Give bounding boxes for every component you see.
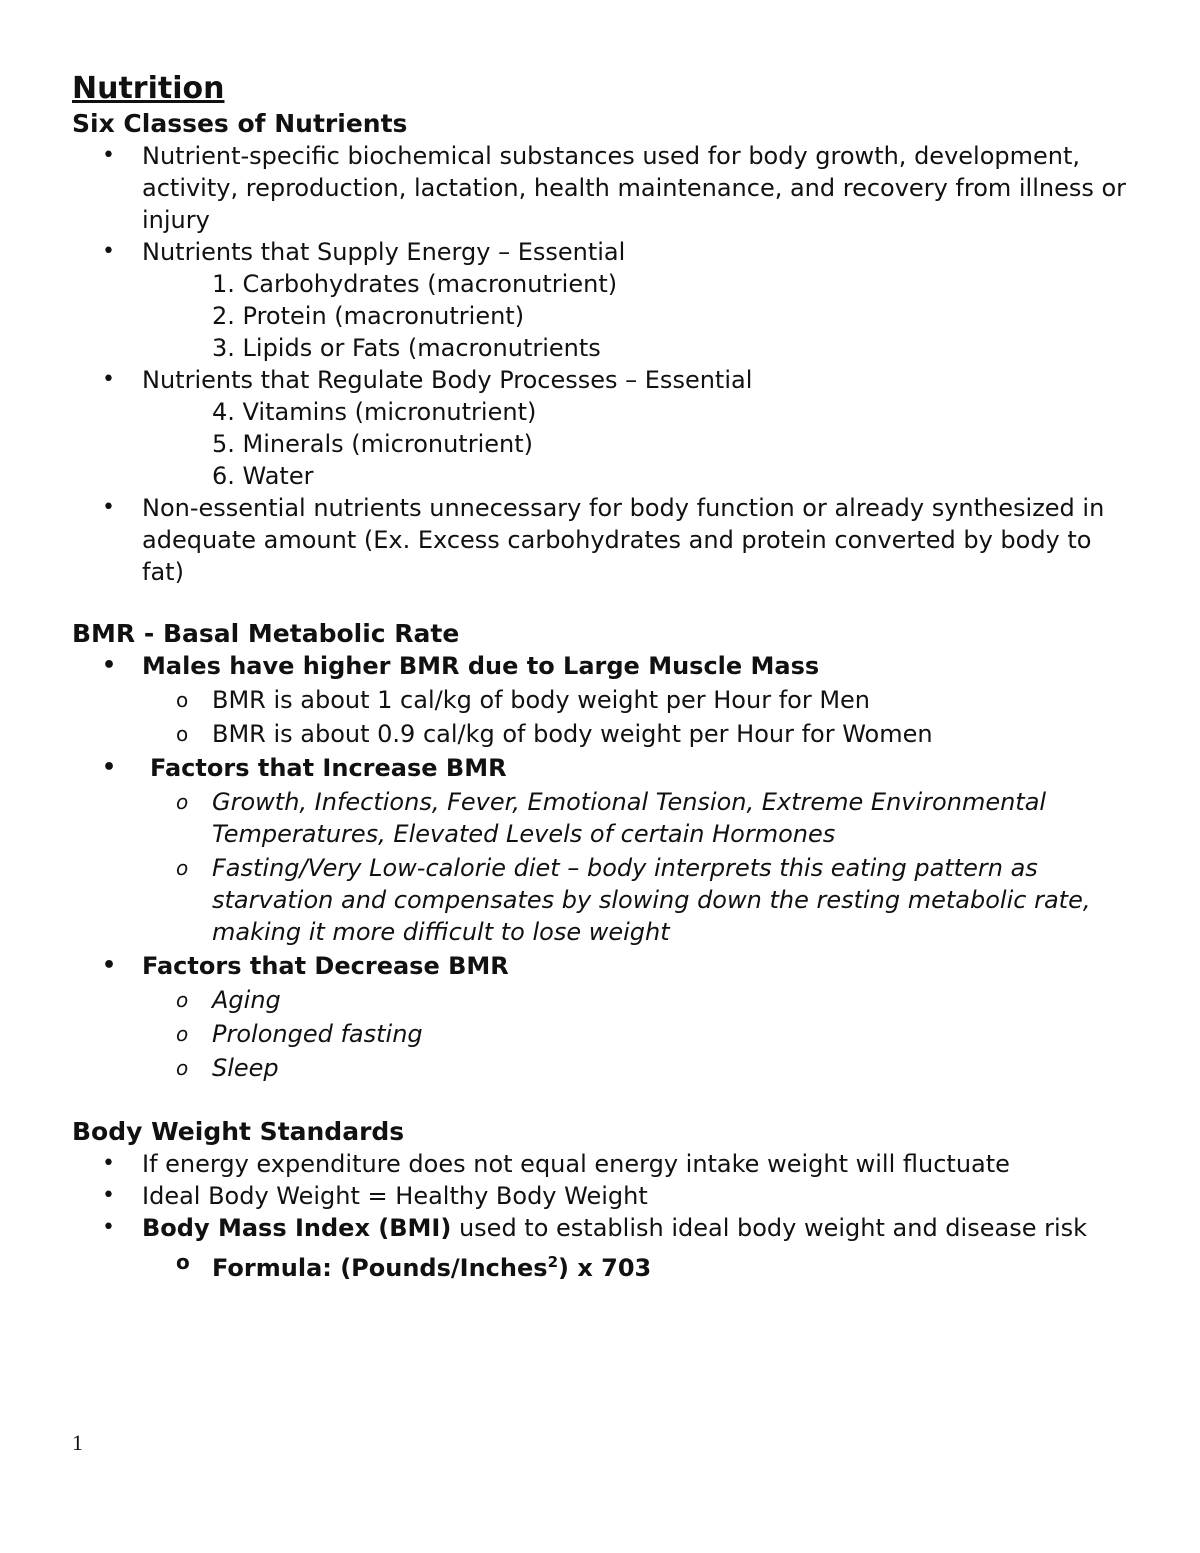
- list-item-text: Factors that Decrease BMR: [142, 952, 509, 980]
- bullet-marker: •: [102, 953, 117, 978]
- bullet-marker: •: [102, 367, 115, 392]
- bullet-marker: •: [102, 239, 115, 264]
- sub-list-item-text: BMR is about 1 cal/kg of body weight per Hour for Men: [212, 686, 871, 714]
- sub-list-item: [72, 852, 1132, 948]
- list-item: [72, 752, 1132, 784]
- list-item: [72, 236, 1132, 268]
- list-item: [72, 1148, 1132, 1180]
- sub-list-item-text: Aging: [212, 986, 281, 1014]
- sub-list-item-text: Sleep: [212, 1054, 279, 1082]
- page-title: Nutrition: [72, 71, 225, 106]
- sub-bullet-marker: o: [176, 856, 189, 880]
- sub-list-item: [72, 718, 1132, 750]
- sub-bullet-marker: o: [176, 1250, 190, 1274]
- sub-list-item: [72, 1018, 1132, 1050]
- bullet-marker: •: [102, 143, 115, 168]
- list-item: [72, 950, 1132, 982]
- numbered-item: 1. Carbohydrates (macronutrient): [212, 270, 618, 298]
- bullet-marker: •: [102, 1215, 115, 1240]
- list-item-text: used to establish ideal body weight and disease risk: [451, 1214, 1088, 1242]
- sub-list-item-text: Growth, Infections, Fever, Emotional Tension, Extreme Environmental Temperatures, Elevated Levels of certain Hormones: [212, 788, 1047, 848]
- numbered-item: 2. Protein (macronutrient): [212, 302, 525, 330]
- bullet-marker: •: [102, 1151, 115, 1176]
- bullet-marker: •: [102, 495, 115, 520]
- list-item: [72, 1180, 1132, 1212]
- document-body: [72, 70, 1132, 1286]
- sub-list-item-text: Prolonged fasting: [212, 1020, 423, 1048]
- sub-list-item: [72, 684, 1132, 716]
- sub-list-item: [72, 1052, 1132, 1084]
- list-item-text: Factors that Increase BMR: [150, 754, 507, 782]
- list-item: [72, 364, 1132, 396]
- sub-bullet-marker: o: [176, 1022, 189, 1046]
- bmi-term: Body Mass Index (BMI): [142, 1214, 452, 1242]
- page-number: 1: [72, 1430, 83, 1455]
- list-item: [72, 140, 1132, 236]
- list-item-text: If energy expenditure does not equal energy intake weight will fluctuate: [142, 1150, 1010, 1178]
- bullet-marker: •: [102, 653, 117, 678]
- numbered-item: 5. Minerals (micronutrient): [212, 430, 533, 458]
- formula-text: Formula: (Pounds/Inches: [212, 1254, 548, 1282]
- section-heading-body-weight: Body Weight Standards: [72, 1117, 405, 1146]
- list-item: [72, 1212, 1132, 1244]
- formula-text-end: ) x 703: [558, 1254, 652, 1282]
- sub-list-item: [72, 786, 1132, 850]
- sub-list-item-text: BMR is about 0.9 cal/kg of body weight per Hour for Women: [212, 720, 933, 748]
- numbered-item: 4. Vitamins (micronutrient): [212, 398, 537, 426]
- sub-list-item: [72, 1246, 1132, 1284]
- sub-bullet-marker: o: [176, 988, 189, 1012]
- sub-list-item: [72, 984, 1132, 1016]
- numbered-item: 3. Lipids or Fats (macronutrients: [212, 334, 601, 362]
- list-item-text: Non-essential nutrients unnecessary for body function or already synthesized in adequate amount (Ex. Excess carbohydrates and protein converted by body to fat): [142, 494, 1105, 586]
- bullet-marker: •: [102, 1183, 115, 1208]
- bullet-marker: •: [102, 755, 117, 780]
- numbered-item: 6. Water: [212, 462, 314, 490]
- list-item: [72, 492, 1132, 588]
- list-item-text: Males have higher BMR due to Large Muscle Mass: [142, 652, 820, 680]
- list-item-text: Nutrient-specific biochemical substances used for body growth, development, activity, reproduction, lactation, health maintenance, and recovery from illness or injury: [142, 142, 1127, 234]
- list-item-text: Nutrients that Supply Energy – Essential: [142, 238, 626, 266]
- sub-bullet-marker: o: [176, 688, 189, 712]
- superscript: 2: [547, 1253, 558, 1271]
- sub-bullet-marker: o: [176, 722, 189, 746]
- list-item: [72, 650, 1132, 682]
- list-item-text: Ideal Body Weight = Healthy Body Weight: [142, 1182, 648, 1210]
- sub-bullet-marker: o: [176, 1056, 189, 1080]
- list-item-text: Nutrients that Regulate Body Processes – Essential: [142, 366, 753, 394]
- sub-bullet-marker: o: [176, 790, 189, 814]
- sub-list-item-text: Fasting/Very Low-calorie diet – body interprets this eating pattern as starvation and compensates by slowing down the resting metabolic rate, making it more difficult to lose weight: [212, 854, 1091, 946]
- section-heading-nutrients: Six Classes of Nutrients: [72, 109, 408, 138]
- section-heading-bmr: BMR - Basal Metabolic Rate: [72, 619, 460, 648]
